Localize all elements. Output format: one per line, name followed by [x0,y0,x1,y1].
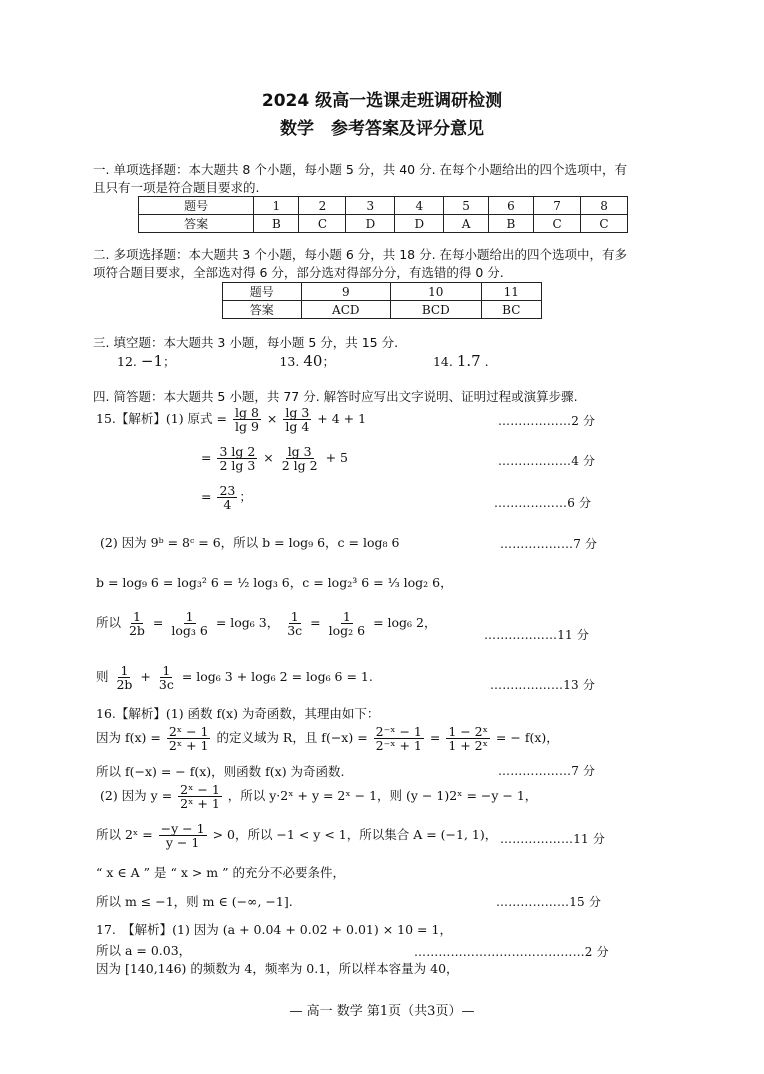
fraction: $\frac{\lg 3}{\lg 4}$ [285,405,310,435]
score-marker: ………………7 分 [500,537,598,551]
q14-label: 14. [432,354,453,369]
table-row [139,215,628,233]
q17-line3: 因为 [140,146) 的频数为 4，频率为 0.1，所以样本容量为 40， [96,961,459,976]
answer-cell: BC [481,301,541,319]
fraction: $\frac{\text{2ˣ − 1}}{\text{2ˣ + 1}}$ [180,782,220,812]
q17-line2: 所以 a = 0.03， [96,943,192,958]
row-label: 答案 [139,215,254,233]
question-number: 4 [395,197,444,215]
answer-cell: BCD [390,301,481,319]
fraction: $\frac{\text{2ˣ − 1}}{\text{2ˣ + 1}}$ [168,724,209,754]
q13-label: 13. [279,354,300,369]
q15-step1-tail: + 4 + 1 [317,411,367,427]
q15-step1: 15.【解析】(1) 原式 = $\frac{\lg 8}{\lg 9}$ × $\frac{\lg 3}{\lg 4}$ + 4 + 1 [96,405,367,435]
section2-heading-line1: 二. 多项选择题：本大题共 3 个小题，每小题 6 分，共 18 分. 在每小题给出的四个选项中，有多 [93,247,628,262]
fraction: $\frac{23}{4}$ [219,483,236,513]
row-label: 题号 [139,197,254,215]
q15-step2-tail: + 5 [325,450,348,466]
q16-line2: 因为 f(x) = $\frac{\text{2ˣ − 1}}{\text{2ˣ + 1}}$ 的定义域为 R，且 f(−x) = $\frac{\text{2⁻ˣ − 1}}{\text{2⁻ˣ + 1}}$ = $\frac{\text{1 − 2ˣ}}{\text{1 + 2ˣ}}$ = − f(x)， [96,724,559,754]
q16-line1: 16.【解析】(1) 函数 f(x) 为奇函数，其理由如下： [96,706,380,721]
fraction: $\frac{\text{1 − 2ˣ}}{\text{1 + 2ˣ}}$ [448,724,488,754]
q15-bc-line: b = log₉ 6 = log₃² 6 = ½ log₃ 6，c = log₂³ 6 = ⅓ log₂ 6， [96,575,453,590]
fraction: $\frac{\lg 8}{\lg 9}$ [234,405,259,435]
table-row [223,283,542,301]
score-marker: ………………15 分 [496,895,602,909]
fraction: $\frac{\text{2⁻ˣ − 1}}{\text{2⁻ˣ + 1}}$ [375,724,422,754]
fraction: $\frac{1}{\text{log₂ 6}}$ [328,609,366,639]
question-number: 9 [301,283,390,301]
q13-value: 40 [303,352,323,370]
q15-then-text: = log₆ 3 + log₆ 2 = log₆ 6 = 1. [181,669,373,685]
q15-part2: (2) 因为 9ᵇ = 8ᶜ = 6，所以 b = log₉ 6，c = log₈ 6 [100,535,400,550]
answer-cell: ACD [301,301,390,319]
q15-so-part1: = log₆ 3， [215,615,280,631]
page-footer: — 高一 数学 第1页（共3页）— [289,1004,475,1019]
single-choice-answer-table [138,196,628,233]
row-label: 题号 [223,283,302,301]
q15-then-line: 则 $\frac{1}{2b}$ + $\frac{1}{3c}$ = log₆ 3 + log₆ 2 = log₆ 6 = 1. [96,663,373,693]
answer-cell: C [581,215,628,233]
score-marker: ……………………………………2 分 [414,945,609,959]
fraction: $\frac{1}{3c}$ [158,663,174,693]
fraction: $\frac{1}{2b}$ [116,663,133,693]
score-marker: ………………2 分 [498,414,596,428]
q16-line5: 所以 2ˣ = $\frac{-y - 1}{y - 1}$ > 0，所以 −1 < y < 1，所以集合 A = (−1, 1)， [96,821,498,851]
question-number: 11 [481,283,541,301]
score-marker: ………………13 分 [490,678,596,692]
multi-choice-answer-table [222,282,542,319]
table-row [139,197,628,215]
q15-step2: = $\frac{3 \lg 2}{2 \lg 3}$ × $\frac{\lg 3}{2 \lg 2}$ + 5 [201,444,348,474]
fraction: $\frac{-y - 1}{y - 1}$ [160,821,205,851]
question-number: 8 [581,197,628,215]
question-number: 7 [534,197,581,215]
answer-cell: B [254,215,299,233]
answer-cell: B [488,215,533,233]
score-marker: ………………7 分 [498,764,596,778]
answer-cell: C [299,215,346,233]
q12-value: −1 [140,352,163,370]
score-marker: ………………11 分 [484,628,590,642]
fraction: $\frac{\lg 3}{2 \lg 2}$ [281,444,318,474]
q16-line6: “ x ∈ A ” 是 “ x > m ” 的充分不必要条件， [96,865,345,880]
question-number: 5 [444,197,489,215]
q16-line3: 所以 f(−x) = − f(x)，则函数 f(x) 为奇函数. [96,764,345,779]
q14-value: 1.7 [456,352,481,370]
question-number: 10 [390,283,481,301]
question-number: 3 [346,197,395,215]
q12-label: 12. [117,354,137,369]
fill-blank-answers: 12. −1； 13. 40； 14. 1.7 . [117,352,489,370]
question-number: 1 [254,197,299,215]
answer-cell: D [346,215,395,233]
fraction: $\frac{3 \lg 2}{2 \lg 3}$ [219,444,256,474]
q16-line7: 所以 m ≤ −1，则 m ∈ (−∞, −1]. [96,894,293,909]
section2-heading-line2: 项符合题目要求，全部选对得 6 分，部分选对得部分分，有选错的得 0 分. [93,265,504,280]
question-number: 2 [299,197,346,215]
score-marker: ………………6 分 [494,496,592,510]
score-marker: ………………11 分 [500,832,606,846]
q15-label: 15.【解析】(1) 原式 [96,411,213,427]
row-label: 答案 [223,301,302,319]
fraction: $\frac{1}{3c}$ [287,609,303,639]
answer-cell: C [534,215,581,233]
q15-so-line: 所以 $\frac{1}{2b}$ = $\frac{1}{\text{log₃ 6}}$ = log₆ 3， $\frac{1}{3c}$ = $\frac{1}{\text{log₂ 6}}$ = log₆ 2， [96,609,437,639]
section1-heading-line2: 且只有一项是符合题目要求的. [93,180,260,195]
answer-cell: A [444,215,489,233]
table-row [223,301,542,319]
fraction: $\frac{1}{\text{log₃ 6}}$ [171,609,208,639]
section3-heading: 三. 填空题：本大题共 3 小题，每小题 5 分，共 15 分. [93,335,399,350]
q15-so-part2: = log₆ 2， [373,615,437,631]
q16-line4: (2) 因为 y = $\frac{\text{2ˣ − 1}}{\text{2ˣ + 1}}$ ，所以 y·2ˣ + y = 2ˣ − 1，则 (y − 1)2ˣ = −y − 1， [100,782,538,812]
answer-cell: D [395,215,444,233]
score-marker: ………………4 分 [498,454,596,468]
exam-title: 2024 级高一选课走班调研检测 [261,91,503,111]
q15-step3: = $\frac{23}{4}$ ； [201,483,252,513]
exam-subtitle: 数学 参考答案及评分意见 [280,119,484,139]
q17-line1: 17. 【解析】(1) 因为 (a + 0.04 + 0.02 + 0.01) × 10 = 1， [96,922,452,937]
section4-heading: 四. 简答题：本大题共 5 小题，共 77 分. 解答时应写出文字说明、证明过程或演算步骤. [93,389,578,404]
section1-heading-line1: 一. 单项选择题：本大题共 8 个小题，每小题 5 分，共 40 分. 在每个小题给出的四个选项中，有 [93,162,628,177]
question-number: 6 [488,197,533,215]
fraction: $\frac{1}{2b}$ [128,609,145,639]
